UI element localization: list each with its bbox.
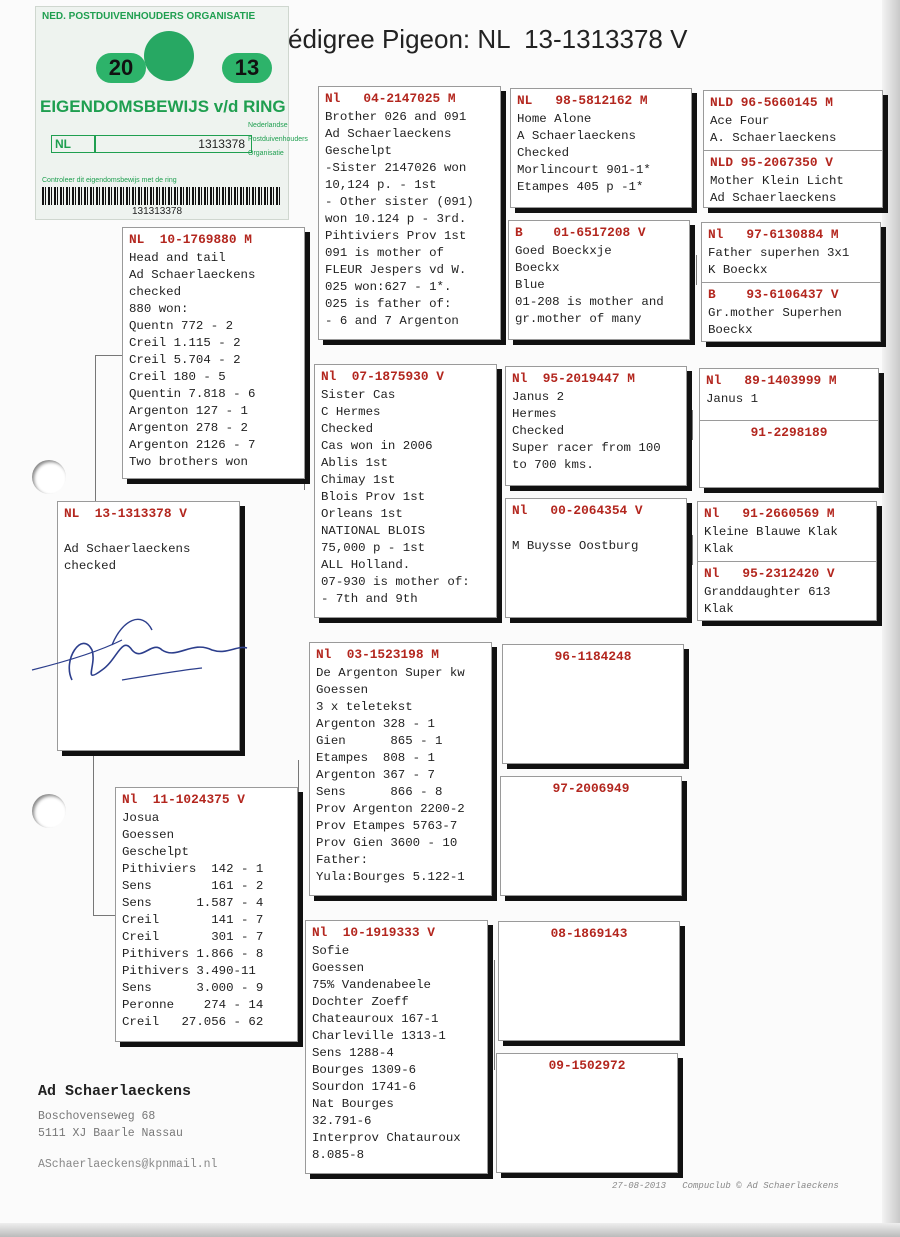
ring-number: B 93-6106437 V xyxy=(708,287,839,302)
info-line: Sourdon 1741-6 xyxy=(312,1080,417,1094)
info-line: Chimay 1st xyxy=(321,473,396,487)
info-line: 025 won:627 - 1*. xyxy=(325,280,452,294)
info-line: 880 won: xyxy=(129,302,189,316)
info-line: 01-208 is mother and xyxy=(515,295,664,309)
ring-number: Nl 91-2660569 M xyxy=(704,506,835,521)
connector-line xyxy=(95,355,96,505)
info-line: Checked xyxy=(512,424,565,438)
info-line: won 10.124 p - 3rd. xyxy=(325,212,467,226)
info-line: Pihtiviers Prov 1st xyxy=(325,229,467,243)
info-line: Blois Prov 1st xyxy=(321,490,426,504)
connector-line xyxy=(494,960,495,1070)
great-grandparent-box-7[interactable] xyxy=(498,921,680,1041)
info-line: Goessen xyxy=(122,828,175,842)
great-grandparent-box-6[interactable] xyxy=(500,776,682,896)
info-line: Boeckx xyxy=(515,261,560,275)
info-line: Mother Klein Licht xyxy=(710,174,844,188)
divider xyxy=(700,420,878,421)
great-grandparent-box-8[interactable] xyxy=(496,1053,678,1173)
ownership-card xyxy=(35,6,308,220)
info-line: Home Alone xyxy=(517,112,592,126)
info-line: Interprov Chatauroux xyxy=(312,1131,461,1145)
info-line: Checked xyxy=(517,146,570,160)
ring-number: 91-2298189 xyxy=(750,425,828,440)
info-line: Klak xyxy=(704,602,734,616)
ring-number: Nl 10-1919333 V xyxy=(312,925,435,940)
info-line: Quentin 7.818 - 6 xyxy=(129,387,256,401)
connector-line xyxy=(93,755,94,915)
grandfather-paternal-box[interactable] xyxy=(318,86,501,340)
punch-hole-icon xyxy=(32,794,66,828)
ring-number: Nl 89-1403999 M xyxy=(706,373,837,388)
ring-number: Nl 11-1024375 V xyxy=(122,792,245,807)
info-line: gr.mother of many xyxy=(515,312,642,326)
barcode xyxy=(42,187,282,205)
ring-number: Nl 00-2064354 V xyxy=(512,503,643,518)
gg-pair-box-1[interactable] xyxy=(703,90,883,208)
punch-hole-icon xyxy=(32,460,66,494)
gg-pair-box-4[interactable] xyxy=(697,501,877,621)
info-line: Argenton 2126 - 7 xyxy=(129,438,256,452)
info-line: Checked xyxy=(321,422,374,436)
owner-city: 5111 XJ Baarle Nassau xyxy=(38,1127,183,1140)
info-line: Gien 865 - 1 xyxy=(316,734,443,748)
info-line: Pithivers 1.866 - 8 xyxy=(122,947,264,961)
ring-number: Nl 04-2147025 M xyxy=(325,91,456,106)
ring-number: NLD 96-5660145 M xyxy=(710,95,833,110)
info-line: Brother 026 and 091 xyxy=(325,110,467,124)
info-line: Janus 1 xyxy=(706,392,759,406)
info-line: NATIONAL BLOIS xyxy=(321,524,426,538)
info-line: Prov Argenton 2200-2 xyxy=(316,802,465,816)
gg-pair-box-3[interactable] xyxy=(699,368,879,488)
footer-text: 27-08-2013 Compuclub © Ad Schaerlaeckens xyxy=(612,1181,839,1191)
info-line: Goessen xyxy=(316,683,369,697)
connector-line xyxy=(692,535,693,565)
info-line: Yula:Bourges 5.122-1 xyxy=(316,870,465,884)
card-organisation: NED. POSTDUIVENHOUDERS ORGANISATIE xyxy=(42,11,256,22)
signature-icon xyxy=(62,590,252,710)
info-line: Boeckx xyxy=(708,323,753,337)
info-line: Cas won in 2006 xyxy=(321,439,433,453)
connector-line xyxy=(696,140,697,170)
page-title: édigree Pigeon: NL 13-1313378 V xyxy=(288,24,688,54)
connector-line xyxy=(696,255,697,285)
info-line: Ad Schaerlaeckens xyxy=(710,191,837,205)
card-year-left: 20 xyxy=(96,53,146,83)
info-line: Ablis 1st xyxy=(321,456,388,470)
great-grandparent-box-4[interactable] xyxy=(505,498,687,618)
ring-number: NL 98-5812162 M xyxy=(517,93,648,108)
info-line: A. Schaerlaeckens xyxy=(710,131,837,145)
card-control-text: Controleer dit eigendomsbewijs met de ring xyxy=(42,177,177,184)
grandmother-paternal-box[interactable] xyxy=(314,364,497,618)
info-line: Sens 1.587 - 4 xyxy=(122,896,264,910)
info-line: Peronne 274 - 14 xyxy=(122,998,264,1012)
info-line: Sofie xyxy=(312,944,350,958)
info-line: Creil 1.115 - 2 xyxy=(129,336,241,350)
info-line: Sens 866 - 8 xyxy=(316,785,443,799)
info-line: Etampes 405 p -1* xyxy=(517,180,644,194)
card-country: NL xyxy=(51,135,96,153)
ring-number: 09-1502972 xyxy=(548,1058,626,1073)
info-line: Creil 27.056 - 62 xyxy=(122,1015,264,1029)
info-line: Bourges 1309-6 xyxy=(312,1063,417,1077)
ring-number: NL 13-1313378 V xyxy=(64,506,187,521)
info-line: Josua xyxy=(122,811,160,825)
info-line: 8.085-8 xyxy=(312,1148,365,1162)
info-line: Gr.mother Superhen xyxy=(708,306,842,320)
info-line: Geschelpt xyxy=(122,845,189,859)
info-line: FLEUR Jespers vd W. xyxy=(325,263,467,277)
info-line: Janus 2 xyxy=(512,390,565,404)
info-line: Pithivers 3.490-11 xyxy=(122,964,256,978)
info-line: Ad Schaerlaeckens xyxy=(325,127,452,141)
info-line: - 6 and 7 Argenton xyxy=(325,314,459,328)
info-line: - Other sister (091) xyxy=(325,195,474,209)
info-line: Nat Bourges xyxy=(312,1097,394,1111)
info-line: C Hermes xyxy=(321,405,381,419)
card-year-right: 13 xyxy=(222,53,272,83)
info-line: M Buysse Oostburg xyxy=(512,539,639,553)
great-grandparent-box-2[interactable] xyxy=(508,220,690,340)
info-line: Goed Boeckxje xyxy=(515,244,612,258)
info-line: to 700 kms. xyxy=(512,458,594,472)
info-line: Dochter Zoeff xyxy=(312,995,409,1009)
info-line: Hermes xyxy=(512,407,557,421)
info-line: Argenton 278 - 2 xyxy=(129,421,248,435)
info-line: Ad Schaerlaeckens xyxy=(129,268,256,282)
ring-number: 97-2006949 xyxy=(552,781,630,796)
info-line xyxy=(512,521,680,538)
info-line: Creil 301 - 7 xyxy=(122,930,264,944)
info-line: Prov Etampes 5763-7 xyxy=(316,819,458,833)
ring-number: B 01-6517208 V xyxy=(515,225,646,240)
info-line: Geschelpt xyxy=(325,144,392,158)
card-ring-title: EIGENDOMSBEWIJS v/d RING xyxy=(40,97,286,116)
card-legend xyxy=(248,119,308,161)
info-line: Father superhen 3x1 xyxy=(708,246,850,260)
info-line: Blue xyxy=(515,278,545,292)
ring-number: Nl 95-2019447 M xyxy=(512,371,635,386)
info-line xyxy=(64,524,233,541)
card-legend-3: Organisatie xyxy=(248,150,284,157)
ring-number: Nl 03-1523198 M xyxy=(316,647,439,662)
connector-line xyxy=(95,355,125,356)
great-grandparent-box-1[interactable] xyxy=(510,88,692,208)
card-legend-1: Nederlandse xyxy=(248,122,288,129)
owner-street: Boschovenseweg 68 xyxy=(38,1110,156,1123)
ring-number: Nl 97-6130884 M xyxy=(708,227,839,242)
info-line: Pithiviers 142 - 1 xyxy=(122,862,264,876)
ring-number: NLD 95-2067350 V xyxy=(710,155,833,170)
info-line: checked xyxy=(129,285,182,299)
info-line: A Schaerlaeckens xyxy=(517,129,636,143)
info-line: Klak xyxy=(704,542,734,556)
info-line: Sens 3.000 - 9 xyxy=(122,981,264,995)
info-line: Charleville 1313-1 xyxy=(312,1029,446,1043)
info-line: De Argenton Super kw xyxy=(316,666,465,680)
gg-pair-box-2[interactable] xyxy=(701,222,881,342)
great-grandparent-box-3[interactable] xyxy=(505,366,687,486)
info-line: 32.791-6 xyxy=(312,1114,372,1128)
info-line: Ad Schaerlaeckens xyxy=(64,542,191,556)
owner-email[interactable]: ASchaerlaeckens@kpnmail.nl xyxy=(38,1158,218,1171)
connector-line xyxy=(496,700,497,780)
father-box[interactable] xyxy=(122,227,305,479)
card-ring-number: 1313378 xyxy=(94,135,252,153)
info-line: Creil 180 - 5 xyxy=(129,370,226,384)
great-grandparent-box-5[interactable] xyxy=(502,644,684,764)
ring-number: NL 10-1769880 M xyxy=(129,232,252,247)
barcode-number: 131313378 xyxy=(132,206,183,217)
info-line: Granddaughter 613 xyxy=(704,585,831,599)
info-line: 75% Vandenabeele xyxy=(312,978,431,992)
ring-number: 96-1184248 xyxy=(554,649,632,664)
info-line: Father: xyxy=(316,853,369,867)
info-line: 025 is father of: xyxy=(325,297,452,311)
info-line: Argenton 127 - 1 xyxy=(129,404,248,418)
info-line: Sens 161 - 2 xyxy=(122,879,264,893)
page-edge xyxy=(882,0,900,1237)
info-line: Kleine Blauwe Klak xyxy=(704,525,838,539)
info-line: Argenton 367 - 7 xyxy=(316,768,435,782)
info-line: -Sister 2147026 won xyxy=(325,161,467,175)
connector-line xyxy=(298,760,299,920)
info-line: Goessen xyxy=(312,961,365,975)
owner-block xyxy=(38,1083,217,1171)
info-line: ALL Holland. xyxy=(321,558,411,572)
info-line: Head and tail xyxy=(129,251,226,265)
card-legend-2: Postduivenhouders xyxy=(248,136,308,143)
info-line: checked xyxy=(64,559,117,573)
info-line: Prov Gien 3600 - 10 xyxy=(316,836,458,850)
info-line: Quentn 772 - 2 xyxy=(129,319,234,333)
ring-number: 08-1869143 xyxy=(550,926,628,941)
info-line: K Boeckx xyxy=(708,263,768,277)
info-line: Morlincourt 901-1* xyxy=(517,163,651,177)
info-line: - 7th and 9th xyxy=(321,592,418,606)
info-line: Sister Cas xyxy=(321,388,396,402)
info-line: Creil 141 - 7 xyxy=(122,913,264,927)
info-line: 07-930 is mother of: xyxy=(321,575,470,589)
connector-line xyxy=(692,410,693,440)
grandmother-maternal-box[interactable] xyxy=(305,920,488,1174)
ring-number: Nl 95-2312420 V xyxy=(704,566,835,581)
info-line: Sens 1288-4 xyxy=(312,1046,394,1060)
info-line: Creil 5.704 - 2 xyxy=(129,353,241,367)
info-line: 3 x teletekst xyxy=(316,700,413,714)
info-line: Etampes 808 - 1 xyxy=(316,751,435,765)
divider xyxy=(704,150,882,151)
divider xyxy=(702,282,880,283)
mother-box[interactable] xyxy=(115,787,298,1042)
lion-emblem-icon xyxy=(144,31,194,81)
info-line: Chateauroux 167-1 xyxy=(312,1012,439,1026)
info-line: 091 is mother of xyxy=(325,246,444,260)
info-line: Two brothers won xyxy=(129,455,248,469)
info-line: Argenton 328 - 1 xyxy=(316,717,435,731)
page-bottom-edge xyxy=(0,1223,900,1237)
grandfather-maternal-box[interactable] xyxy=(309,642,492,896)
divider xyxy=(698,561,876,562)
info-line: Super racer from 100 xyxy=(512,441,661,455)
info-line: 75,000 p - 1st xyxy=(321,541,426,555)
owner-name: Ad Schaerlaeckens xyxy=(38,1083,192,1100)
info-line: Orleans 1st xyxy=(321,507,403,521)
info-line: 10,124 p. - 1st xyxy=(325,178,437,192)
ring-number: Nl 07-1875930 V xyxy=(321,369,444,384)
info-line: Ace Four xyxy=(710,114,770,128)
